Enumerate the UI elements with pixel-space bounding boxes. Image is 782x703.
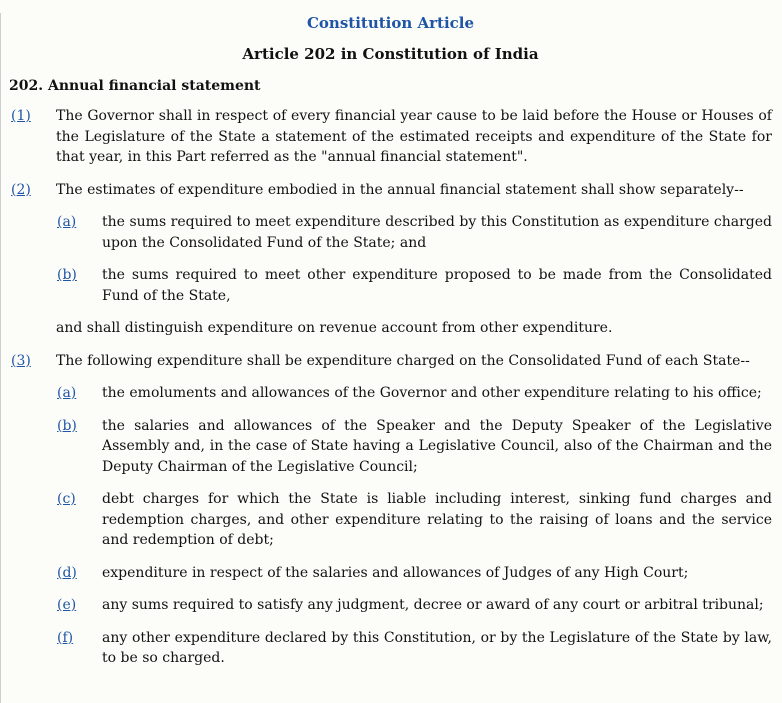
clause-1-number-link[interactable]: (1): [11, 108, 31, 124]
site-title[interactable]: Constitution Article: [306, 14, 475, 32]
document-header: [9, 13, 772, 64]
clause-3a-number-link[interactable]: (a): [57, 385, 77, 401]
clause-2: [9, 180, 772, 201]
clause-3c-text: debt charges for which the State is liable including interest, sinking fund charges and redemption charges, and other expenditure relating to the raising of loans and the service and redemption of debt;: [102, 491, 772, 548]
clause-2a-number-link[interactable]: (a): [57, 214, 77, 230]
clause-3e-text: any sums required to satisfy any judgment, decree or award of any court or arbitral tribunal;: [102, 597, 764, 613]
clause-3b: [9, 416, 772, 478]
clause-3d: [9, 563, 772, 584]
document: [1, 13, 782, 669]
clause-3f-text: any other expenditure declared by this Constitution, or by the Legislature of the State by law, to be so charged.: [102, 629, 772, 666]
clause-3f: [9, 628, 772, 669]
clause-2a: [9, 212, 772, 253]
clause-3b-text: the salaries and allowances of the Speaker and the Deputy Speaker of the Legislative Assembly and, in the case of State having a Legislative Council, also of the Chairman and the Deputy Chairman of the Legislative Council;: [102, 417, 772, 475]
clause-3a: [9, 383, 772, 404]
article-title: Article 202 in Constitution of India: [242, 45, 539, 63]
clause-3-text: The following expenditure shall be expenditure charged on the Consolidated Fund of each State--: [56, 352, 750, 369]
clause-1: [9, 106, 772, 168]
clause-1-text: The Governor shall in respect of every financial year cause to be laid before the House or Houses of the Legislature of the State a statement of the estimated receipts and expenditure of the State for that year, in this Part referred as the "annual financial statement".: [56, 108, 772, 165]
clause-3b-number-link[interactable]: (b): [57, 417, 77, 434]
clause-2b: [9, 265, 772, 306]
section-heading: 202. Annual financial statement: [9, 78, 261, 94]
clause-3d-number-link[interactable]: (d): [57, 564, 77, 581]
clause-3e-number-link[interactable]: (e): [57, 597, 77, 613]
clause-3-number-link[interactable]: (3): [11, 352, 31, 369]
clause-2a-text: the sums required to meet expenditure described by this Constitution as expenditure charged upon the Consolidated Fund of the State; and: [102, 214, 772, 251]
clause-3e: [9, 595, 772, 616]
clause-2-closing: and shall distinguish expenditure on revenue account from other expenditure.: [56, 320, 613, 336]
clause-3d-text: expenditure in respect of the salaries and allowances of Judges of any High Court;: [102, 564, 689, 581]
clause-3c-number-link[interactable]: (c): [57, 491, 76, 507]
clause-3f-number-link[interactable]: (f): [57, 629, 74, 646]
clause-3c: [9, 489, 772, 551]
clause-2-text: The estimates of expenditure embodied in the annual financial statement shall show separately--: [56, 181, 744, 198]
clause-2-number-link[interactable]: (2): [11, 181, 31, 198]
clause-2b-number-link[interactable]: (b): [57, 267, 77, 283]
clause-2b-text: the sums required to meet other expenditure proposed to be made from the Consolidated Fund of the State,: [102, 267, 772, 304]
clause-3: [9, 351, 772, 372]
clause-3a-text: the emoluments and allowances of the Governor and other expenditure relating to his office;: [102, 385, 762, 401]
